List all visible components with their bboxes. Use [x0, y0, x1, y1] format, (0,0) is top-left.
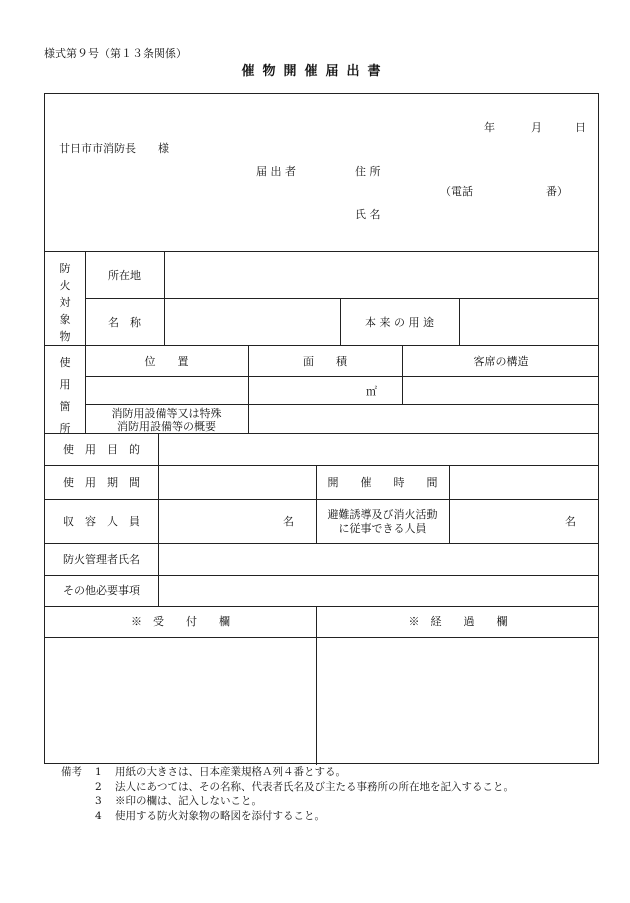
period-label: 使 用 期 間: [63, 476, 140, 489]
progress-area: [317, 638, 599, 763]
phone-close: 番）: [546, 185, 568, 198]
equipment-label: 消防用設備等又は特殊 消防用設備等の概要: [111, 407, 222, 433]
evac-staff-label: 避難誘導及び消火活動 に従事できる人員: [327, 508, 438, 535]
purpose-field[interactable]: [159, 434, 599, 464]
addressee: 廿日市市消防長 様: [59, 142, 169, 155]
seating-structure-field[interactable]: [403, 377, 599, 403]
manager-label: 防火管理者氏名: [63, 553, 140, 566]
form-number: 様式第９号（第１３条関係）: [44, 47, 187, 60]
note-item: 備考 1 用紙の大きさは、日本産業規格Ａ列４番とする。: [61, 766, 346, 778]
date-month: 月: [531, 121, 542, 134]
phone-open: （電話: [440, 185, 473, 198]
other-field[interactable]: [159, 576, 599, 605]
location-label: 所在地: [108, 269, 141, 282]
address-label: 住 所: [355, 165, 381, 178]
note-item: 4 使用する防火対象物の略図を添付すること。: [95, 809, 325, 822]
original-use-field[interactable]: [460, 299, 599, 344]
date-day: 日: [575, 121, 586, 134]
other-label: その他必要事項: [63, 584, 140, 597]
notifier-label: 届 出 者: [256, 165, 296, 178]
manager-field[interactable]: [159, 544, 599, 574]
purpose-label: 使 用 目 的: [63, 443, 140, 456]
capacity-label: 収 容 人 員: [63, 515, 140, 528]
page-title: 催物開催届出書: [241, 64, 389, 79]
fire-target-section-label: 防 火 対 象 物: [59, 262, 71, 343]
progress-label: ※ 経 過 欄: [408, 615, 508, 628]
evac-unit: 名: [565, 515, 576, 528]
target-name-label: 名 称: [108, 316, 141, 329]
area-field[interactable]: [249, 377, 401, 403]
reception-label: ※ 受 付 欄: [131, 615, 230, 628]
usage-area-section-label: 使 用 箇 所: [59, 356, 71, 435]
location-field[interactable]: [165, 252, 599, 297]
equipment-field[interactable]: [249, 405, 599, 432]
hours-label: 開 催 時 間: [327, 476, 438, 489]
notes: [61, 765, 514, 823]
target-name-field[interactable]: [165, 299, 339, 344]
period-field[interactable]: [159, 466, 315, 498]
seating-structure-label: 客席の構造: [473, 355, 529, 368]
position-field[interactable]: [86, 377, 247, 403]
area-unit: ㎡: [366, 385, 377, 398]
date-year: 年: [484, 121, 495, 134]
form-table: [44, 93, 599, 764]
evac-staff-field[interactable]: [450, 500, 599, 542]
hours-field[interactable]: [450, 466, 599, 498]
note-item: 2 法人にあつては、その名称、代表者氏名及び主たる事務所の所在地を記入すること。: [95, 780, 514, 793]
original-use-label: 本 来 の 用 途: [365, 316, 434, 329]
name-label: 氏 名: [355, 208, 381, 221]
area-label: 面 積: [303, 355, 347, 368]
capacity-unit: 名: [283, 515, 294, 528]
note-item: 3 ※印の欄は、記入しないこと。: [95, 795, 262, 807]
reception-area: [46, 638, 315, 763]
position-label: 位 置: [144, 355, 189, 368]
